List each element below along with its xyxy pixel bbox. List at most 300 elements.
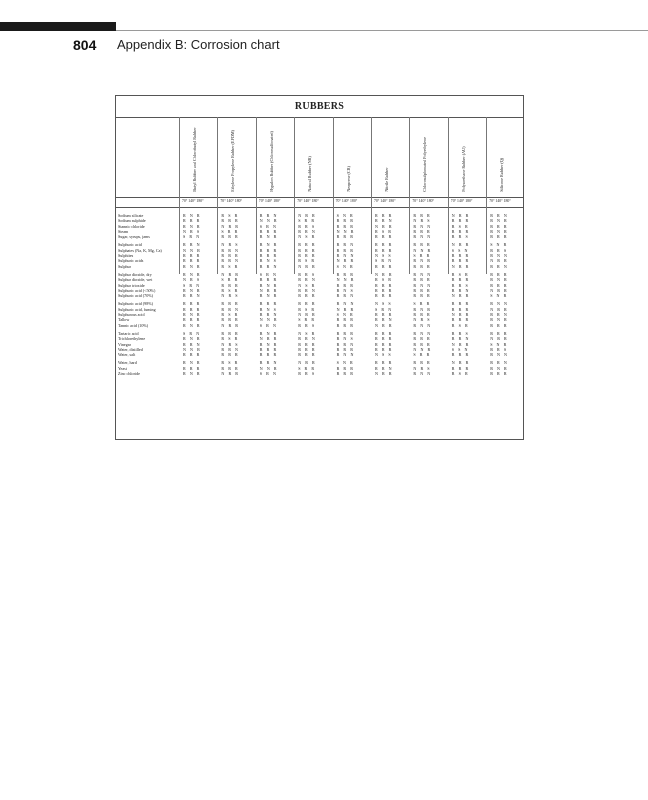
rating-cell: R N R [183,322,200,328]
rating-cell: N N R [336,228,354,234]
column-header [296,122,330,192]
page-number: 804 [73,37,97,53]
header-rule-top [116,197,523,198]
rating-cell: R N R [259,242,277,248]
rating-cell: R R R [259,352,277,358]
rating-cell: R S R [221,263,238,269]
rating-cell: N R R [221,371,238,377]
rating-cell: N R S [221,242,238,248]
temperature-header: 70° 140° 180° [450,199,473,203]
rating-cell: R R R [375,287,392,293]
rating-cell: R S R [221,360,238,366]
rating-column [375,213,392,376]
rating-cell: R R N [221,247,238,253]
rating-cell: N R R [451,213,469,218]
row-label: Trichlorethylene [118,336,146,342]
rating-cell: R R R [490,330,507,336]
rating-cell: R R R [413,277,430,283]
rating-cell: N R R [451,312,469,318]
row-label: Sulphuric acids [118,258,144,264]
rating-column [183,213,200,376]
column-divider [409,117,410,274]
rating-cell: R R R [413,263,430,269]
rating-cell: R N R [183,312,200,318]
rating-cell: R N R [259,234,277,240]
row-label: Sulphurous acid [118,312,145,318]
rating-cell: R R R [413,293,430,299]
rating-cell: N S S [375,253,391,259]
temperature-header: 70° 140° 180° [489,199,511,203]
rating-cell: R N R [490,317,507,323]
rating-cell: R R R [413,228,430,234]
rating-cell: R R R [298,341,315,347]
rating-cell: R R R [183,253,200,259]
rating-cell: R N N [413,330,431,336]
rating-cell: S R R [221,277,238,283]
rating-cell: R R R [490,322,507,328]
rating-cell: R R N [336,293,354,299]
rating-cell: R N R [183,223,200,229]
rating-cell: S N R [490,341,507,347]
rating-cell: N R S [221,293,238,299]
column-header-label: Chlorosulphonated Polyethylene [422,137,428,192]
rating-cell: R N N [490,253,508,259]
rating-cell: R R N [221,258,238,264]
rating-cell: R R R [375,360,392,366]
rating-cell: R R R [451,253,469,259]
rating-cell: R R N [336,341,354,347]
column-divider [371,117,372,274]
rating-cell: R N R [183,371,200,377]
rating-cell: R S R [375,228,391,234]
rating-cell: S N R [336,263,353,269]
rating-cell: N R R [490,336,507,342]
rating-cell: R N N [413,371,431,377]
rating-cell: S R N [183,330,200,336]
column-header [258,122,292,192]
column-divider [217,117,218,274]
row-label: Sulphuric acid [118,242,142,248]
rating-cell: N R R [221,271,238,277]
rating-cell: N N R [336,277,354,283]
row-label: Sodium silicate [118,213,144,218]
rating-cell: R R N [490,213,507,218]
rating-cell: R R R [375,346,392,352]
rating-cell: R N R [183,271,200,277]
rating-cell: R R R [336,346,353,352]
rating-cell: S R R [221,228,238,234]
rating-cell: S N R [336,312,353,318]
rating-cell: N R S [413,218,430,224]
rating-cell: R N R [490,365,507,371]
rating-cell: R R S [451,282,468,288]
rating-cell: R R R [413,287,430,293]
rating-cell: R R R [375,263,392,269]
row-label: Water, salt [118,352,136,358]
rating-cell: R R S [451,330,468,336]
row-label: Sulphur dioxide, wet [118,277,153,283]
rating-cell: R R R [375,330,392,336]
rating-cell: R R R [490,282,507,288]
rating-cell: S R R [413,253,430,259]
rating-cell: R R S [298,371,315,377]
temperature-header: 70° 140° 180° [335,199,358,203]
rating-cell: R R R [221,330,238,336]
column-divider [448,117,449,274]
rating-cell: R R R [336,371,353,377]
rating-cell: N S S [375,301,391,307]
rating-cell: R R N [259,213,277,218]
rating-cell: N N R [259,317,277,323]
header-rule-bottom [116,207,523,208]
rating-cell: N R S [221,341,238,347]
rating-cell: R R N [221,306,238,312]
rating-cell: R R N [451,336,469,342]
rating-cell: R R R [451,317,469,323]
rating-cell: N N R [259,218,277,224]
rating-cell: N R R [490,306,507,312]
rating-cell: R R R [451,258,469,264]
rating-cell: N R R [451,242,469,248]
temperature-header: 70° 140° 180° [220,199,243,203]
rating-cell: S R N [375,306,392,312]
rating-cell: R R S [490,247,507,253]
rating-cell: R N N [413,282,431,288]
rating-cell: N R R [375,223,392,229]
rating-cell: N R R [490,287,507,293]
rating-cell: R R R [375,247,392,253]
rating-cell: N N R [413,346,431,352]
rating-cell: R R R [451,365,469,371]
rating-cell: R N R [259,341,277,347]
rating-cell: R R R [451,218,469,224]
rating-cell: N R S [183,228,200,234]
column-divider [486,117,487,274]
temperature-header: 70° 140° 180° [258,199,281,203]
column-header [488,122,522,192]
rating-cell: R S R [221,213,238,218]
rating-cell: N R R [336,258,354,264]
rating-cell: R N R [183,360,200,366]
rating-cell: R N R [183,263,200,269]
rating-cell: R R R [221,365,238,371]
row-label: Sodium sulphide [118,218,146,224]
rating-cell: R R R [336,322,353,328]
rating-cell: R R N [298,287,315,293]
rating-cell: N R R [451,360,469,366]
rating-cell: R R R [183,258,200,264]
column-header-label: Silicone Rubber (Q) [499,158,505,192]
rating-cell: R R R [221,317,238,323]
rating-cell: R R R [375,312,392,318]
rating-cell: R N R [259,330,277,336]
rating-cell: R R R [413,336,430,342]
row-label: Sulphur trioxide [118,282,145,288]
column-header [181,122,215,192]
rating-cell: R R R [490,234,507,240]
rating-cell: R R S [298,271,315,277]
rating-cell: N N R [259,365,277,371]
rating-cell: R R R [221,352,238,358]
row-label: Sulphates (Na, K, Mg, Ca) [118,247,162,253]
rating-cell: R R R [298,253,315,259]
column-header [219,122,253,192]
rating-cell: R R R [375,242,392,248]
rating-cell: R S R [221,312,238,318]
rating-cell: R R N [183,293,200,299]
corrosion-table [115,95,524,440]
rating-cell: R R N [375,218,392,224]
rating-cell: R N N [413,234,431,240]
rating-cell: S R N [183,234,200,240]
rating-cell: R N S [259,258,276,264]
title-rule [116,117,523,118]
rating-cell: S R N [259,322,276,328]
row-label: Sulphur [118,263,131,269]
row-label: Sulphuric acid (70%) [118,293,154,299]
rating-cell: R R S [298,223,315,229]
rating-cell: R N R [259,282,277,288]
rating-cell: R N R [490,218,507,224]
row-label: Sulphuric acid, fuming [118,306,156,312]
row-label: Yeast [118,365,127,371]
rating-cell: R R N [375,365,392,371]
rating-cell: S R N [375,258,392,264]
row-label: Steam [118,228,129,234]
rating-cell: N R R [375,371,392,377]
rating-cell: R R R [375,234,392,240]
rating-column [260,213,277,376]
rating-cell: N R R [298,263,315,269]
rating-cell: R R R [221,301,238,307]
rating-cell: R R N [451,287,469,293]
rating-cell: N R R [298,213,315,218]
rating-cell: R R R [336,330,353,336]
rating-cell: N N R [413,247,431,253]
rating-cell: N S R [298,282,315,288]
rating-cell: R R R [336,218,353,224]
rating-cell: R R R [375,336,392,342]
column-header [373,122,407,192]
rating-cell: S N R [490,242,507,248]
rating-cell: R R N [183,341,200,347]
column-header [450,122,484,192]
rating-cell: R R N [298,228,315,234]
rating-cell: N R R [221,223,238,229]
rating-cell: N R R [451,293,469,299]
rating-cell: R R N [259,360,277,366]
rating-cell: N R S [413,365,430,371]
rating-cell: N R S [413,317,430,323]
row-label: Sulphites [118,253,134,259]
rating-cell: S N R [336,213,353,218]
rating-cell: R R N [298,336,315,342]
rating-cell: R R S [490,346,507,352]
row-label: Sugar, syrups, jams [118,234,150,240]
row-label: Tartaric acid [118,330,139,336]
rating-cell: R R R [375,213,392,218]
rating-cell: R R R [183,306,200,312]
rating-cell: S S N [451,346,468,352]
rating-cell: R R N [298,277,315,283]
rating-cell: R R N [375,317,392,323]
rating-cell: R N N [490,352,508,358]
rating-cell: R R R [451,277,469,283]
rating-cell: R R R [221,282,238,288]
row-labels [118,213,180,376]
rating-cell: R N N [336,352,354,358]
rating-cell: N R R [375,271,392,277]
rating-cell: R R R [451,228,469,234]
rating-cell: R R R [451,352,469,358]
rating-cell: R R R [298,247,315,253]
rating-cell: R R S [451,234,468,240]
rating-cell: S N R [336,360,353,366]
chapter-title: Appendix B: Corrosion chart [117,37,280,52]
temperature-header: 70° 140° 180° [297,199,319,203]
rating-cell: R N R [183,336,200,342]
rating-cell: R S R [298,258,315,264]
rating-cell: R N R [413,258,430,264]
rating-cell: S R R [413,352,430,358]
rating-column [490,213,507,376]
rating-cell: R R N [183,242,200,248]
rating-cell: R R R [259,247,277,253]
rating-cell: R R R [375,282,392,288]
header-accent-bar [0,22,116,31]
rating-cell: R R R [221,253,238,259]
rating-cell: R N N [336,301,354,307]
row-label: Vinegar [118,341,131,347]
row-label: Stannic chloride [118,223,145,229]
rating-cell: R R R [375,293,392,299]
column-divider [333,117,334,274]
rating-cell: N R R [259,287,277,293]
rating-cell: R R R [451,301,469,307]
table-title: RUBBERS [294,101,345,112]
rating-cell: R R N [490,312,507,318]
column-header [335,122,369,192]
rating-cell: R R R [490,271,507,277]
rating-cell: N N R [183,346,200,352]
rating-cell: R R R [259,277,277,283]
row-label: Tallow [118,317,130,323]
rating-cell: R N N [413,322,431,328]
rating-cell: R S R [451,271,468,277]
column-header-label: Butyl Rubber and Chlorobutyl Rubber [192,127,198,192]
rating-cell: R R R [336,223,353,229]
rating-column [337,213,354,376]
rating-cell: R R R [336,317,353,323]
header-rule [116,30,648,31]
row-label: Water, hard [118,360,137,366]
rating-cell: N N R [183,247,200,253]
rating-cell: R N N [336,253,354,259]
rating-cell: R R N [336,242,354,248]
column-header [411,122,445,192]
rating-cell: R R R [298,242,315,248]
rating-cell: N R R [298,360,315,366]
rating-cell: R R R [221,234,238,240]
row-label: Tannic acid (10%) [118,322,149,328]
rating-cell: S S N [451,247,468,253]
rating-cell: R R R [298,352,315,358]
rating-cell: S R R [298,317,315,323]
temperature-header: 70° 140° 180° [374,199,396,203]
rating-cell: S R R [298,365,315,371]
rating-cell: R R R [183,301,200,307]
rating-cell: S R N [183,282,200,288]
rating-cell: R R R [298,293,315,299]
rating-cell: R S R [298,306,315,312]
rating-cell: R R R [413,242,430,248]
rating-cell: N R R [375,322,392,328]
column-header-label: Nitrile Rubber [384,167,390,192]
column-divider [256,117,257,274]
rating-cell: R N R [259,293,277,299]
temperature-header: 70° 140° 180° [182,199,204,203]
column-divider [294,117,295,274]
rating-cell: S R R [413,301,430,307]
rating-cell: R R N [259,263,277,269]
rating-cell: R R R [336,247,353,253]
rating-cell: R R R [298,346,315,352]
rating-cell: N S S [375,352,391,358]
rating-cell: R R R [259,301,277,307]
rating-cell: N R R [336,306,354,312]
rating-cell: R R R [413,312,430,318]
rating-cell: R S R [451,322,468,328]
rating-cell: R R R [375,341,392,347]
rating-cell: R R R [183,218,200,224]
rating-cell: N R R [298,312,315,318]
rating-cell: R R R [451,306,469,312]
rating-cell: R S R [451,371,468,377]
rating-cell: R S R [375,277,391,283]
column-header-label: Natural Rubber (NR) [307,156,313,192]
temperature-header: 70° 140° 180° [412,199,435,203]
rating-cell: R R R [259,253,277,259]
rating-cell: R R R [413,341,430,347]
row-label: Water, distilled [118,346,143,352]
column-header-label: Neoprene (CR) [345,166,351,192]
rating-cell: R R R [413,360,430,366]
rating-cell: R R R [298,301,315,307]
rating-cell: R R R [336,365,353,371]
rating-cell: R N N [413,271,431,277]
rating-cell: R R S [298,322,315,328]
rating-cell: R R R [336,234,353,240]
column-header-label: Hypalon Rubber (Chlorosulfonated) [269,131,274,192]
rating-cell: R R R [336,282,353,288]
rating-cell: S R N [259,371,276,377]
column-header-label: Polyurethane Rubber (AU) [461,146,466,192]
rating-cell: R R R [490,371,507,377]
rating-cell: R N S [259,306,276,312]
rating-cell: R N R [490,277,507,283]
rating-cell: N R S [183,277,200,283]
row-label: Sulphuric acid (98%) [118,301,154,307]
rating-cell: R R R [490,223,507,229]
rating-cell: S R N [259,223,276,229]
rating-column [221,213,238,376]
rating-cell: N R R [490,258,507,264]
rating-cell: R R R [336,271,353,277]
row-label: Zinc chloride [118,371,140,377]
rating-cell: N R R [451,263,469,269]
rating-cell: R R N [221,346,238,352]
rating-cell: R N R [183,213,200,218]
